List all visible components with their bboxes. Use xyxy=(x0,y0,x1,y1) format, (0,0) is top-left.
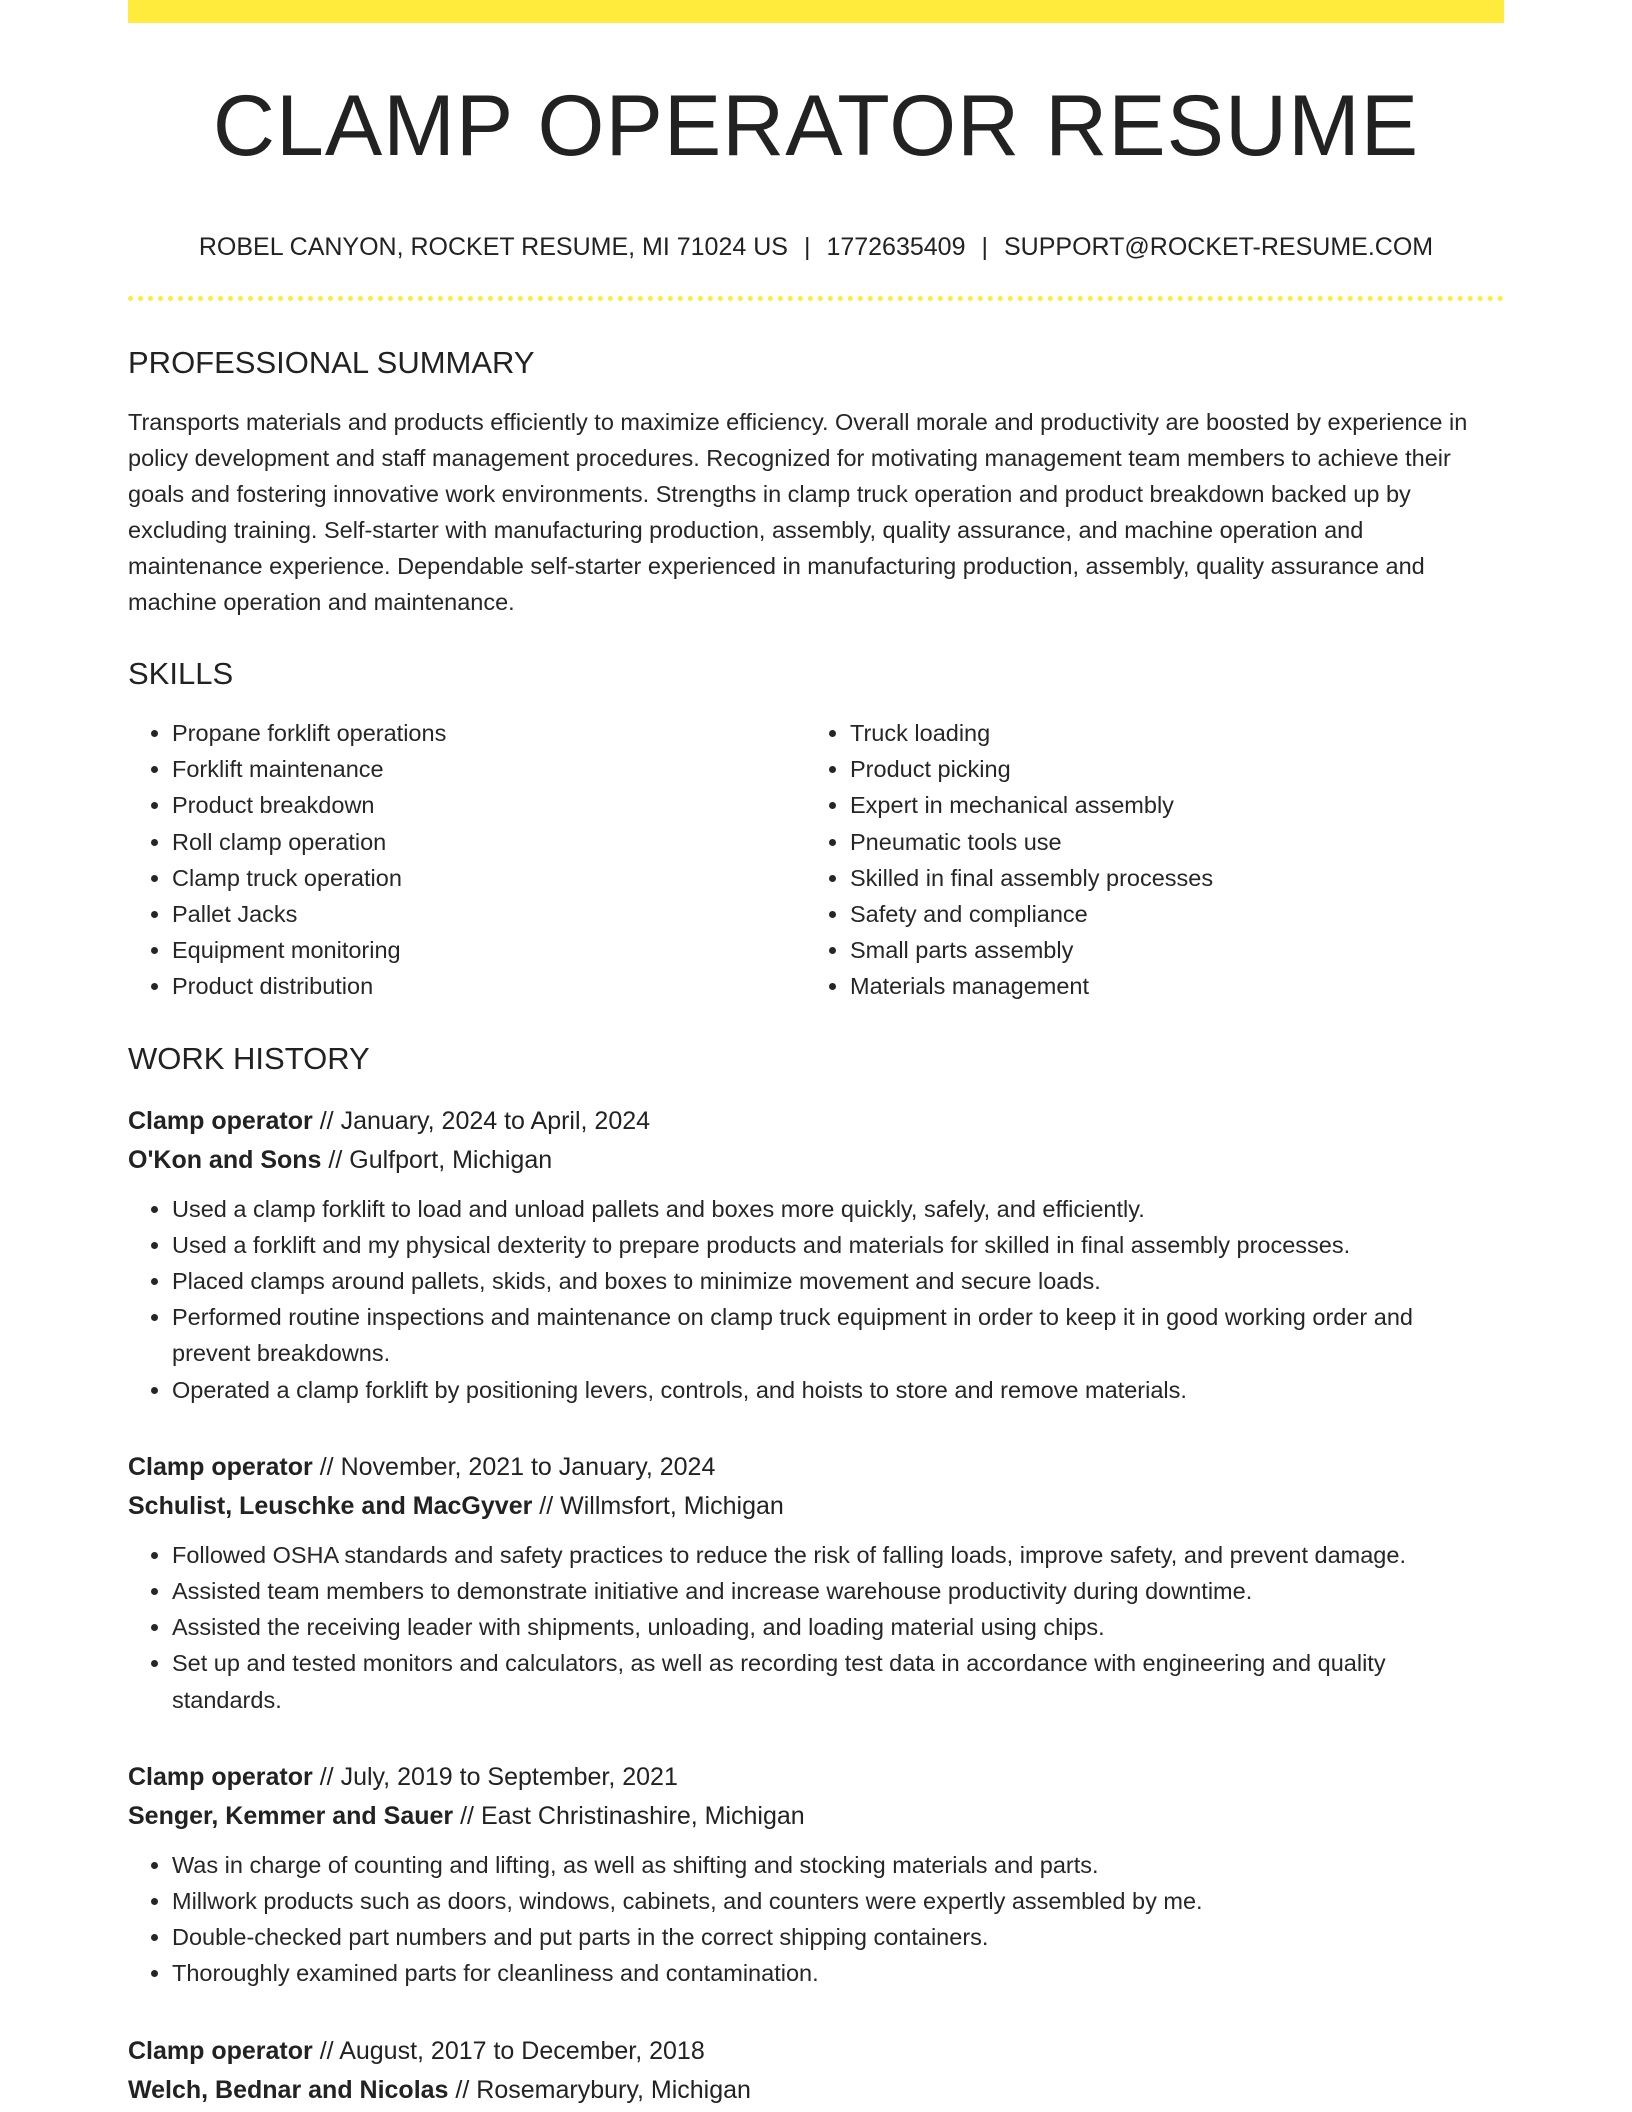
skill-item: • Expert in mechanical assembly xyxy=(850,787,1484,823)
job-bullet: • Assisted team members to demonstrate initiative and increase warehouse productivity during downtime. xyxy=(172,1573,1504,1609)
skill-item: • Product distribution xyxy=(172,968,806,1004)
job-divider: // xyxy=(539,1491,554,1520)
skill-item: • Safety and compliance xyxy=(850,896,1484,932)
job-role-line xyxy=(128,1448,1504,1487)
job-bullet: • Placed clamps around pallets, skids, and boxes to minimize movement and secure loads. xyxy=(172,1263,1504,1299)
job-company: Schulist, Leuschke and MacGyver xyxy=(128,1491,533,1520)
job-bullet: • Double-checked part numbers and put parts in the correct shipping containers. xyxy=(172,1919,1504,1955)
job-bullet: • Operated a clamp forklift by positioning levers, controls, and hoists to store and remove materials. xyxy=(172,1372,1504,1408)
job-role-line xyxy=(128,1758,1504,1797)
job-company: Welch, Bednar and Nicolas xyxy=(128,2075,449,2104)
job-company-line xyxy=(128,1141,1504,1180)
job-bullet: • Was in charge of counting and lifting, as well as shifting and stocking materials and parts. xyxy=(172,1847,1504,1883)
job-location: Gulfport, Michigan xyxy=(349,1145,553,1174)
skill-item: • Pallet Jacks xyxy=(172,896,806,932)
job-location: Rosemarybury, Michigan xyxy=(476,2075,751,2104)
skills-list-left xyxy=(128,715,806,1005)
summary-heading: PROFESSIONAL SUMMARY xyxy=(128,345,535,380)
skill-item: • Small parts assembly xyxy=(850,932,1484,968)
job-bullet: • Thoroughly examined parts for cleanliness and contamination. xyxy=(172,1955,1504,1991)
skills-heading: SKILLS xyxy=(128,656,234,691)
skills-grid xyxy=(128,715,1504,1005)
skill-item: • Equipment monitoring xyxy=(172,932,806,968)
job-dates: January, 2024 to April, 2024 xyxy=(340,1106,651,1135)
job-bullet: • Set up and tested monitors and calculators, as well as recording test data in accordance with engineering and quality standards. xyxy=(172,1645,1504,1717)
skill-item: • Product breakdown xyxy=(172,787,806,823)
job-bullet: • Millwork products such as doors, windows, cabinets, and counters were expertly assembled by me. xyxy=(172,1883,1504,1919)
job-bullet-list xyxy=(128,1847,1504,1992)
job-company-line xyxy=(128,1487,1504,1526)
skills-section xyxy=(128,658,1504,1005)
skill-item: • Propane forklift operations xyxy=(172,715,806,751)
job-divider: // xyxy=(319,1452,334,1481)
job-role-line xyxy=(128,2032,1504,2071)
summary-section xyxy=(128,347,1504,620)
job-bullet: • Assisted the receiving leader with shipments, unloading, and loading material using chips. xyxy=(172,1609,1504,1645)
job-dates: November, 2021 to January, 2024 xyxy=(340,1452,716,1481)
accent-bar xyxy=(128,0,1504,23)
job-company-line xyxy=(128,1797,1504,1836)
resume-title: CLAMP OPERATOR RESUME xyxy=(212,78,1420,174)
job-bullet: • Followed OSHA standards and safety practices to reduce the risk of falling loads, improve safety, and prevent damage. xyxy=(172,1537,1504,1573)
job-role: Clamp operator xyxy=(128,2036,313,2065)
dotted-divider xyxy=(128,296,1504,301)
job-divider: // xyxy=(328,1145,343,1174)
job-divider: // xyxy=(319,1762,334,1791)
contact-separator: | xyxy=(803,233,811,261)
skill-item: • Materials management xyxy=(850,968,1484,1004)
job-bullet: • Performed routine inspections and maintenance on clamp truck equipment in order to keep it in good working order and prevent breakdowns. xyxy=(172,1299,1504,1371)
job-entry xyxy=(128,1758,1504,1992)
job-bullet: • Used a clamp forklift to load and unload pallets and boxes more quickly, safely, and efficiently. xyxy=(172,1191,1504,1227)
job-location: East Christinashire, Michigan xyxy=(480,1801,805,1830)
resume-page xyxy=(128,0,1504,2110)
contact-separator: | xyxy=(981,233,988,261)
work-history-section xyxy=(128,1040,1504,2110)
skill-item: • Skilled in final assembly processes xyxy=(850,860,1484,896)
job-role: Clamp operator xyxy=(128,1762,313,1791)
skill-item: • Roll clamp operation xyxy=(172,824,806,860)
job-entry xyxy=(128,2032,1504,2110)
job-company: Senger, Kemmer and Sauer xyxy=(128,1801,454,1830)
skill-item: • Pneumatic tools use xyxy=(850,824,1484,860)
job-role: Clamp operator xyxy=(128,1106,313,1135)
job-role: Clamp operator xyxy=(128,1452,313,1481)
job-divider: // xyxy=(455,2075,470,2104)
work-history-heading: WORK HISTORY xyxy=(128,1040,370,1076)
job-list xyxy=(128,1102,1504,2110)
job-entry xyxy=(128,1102,1504,1408)
job-entry xyxy=(128,1448,1504,1718)
job-dates: July, 2019 to September, 2021 xyxy=(340,1762,678,1791)
contact-address: ROBEL CANYON, ROCKET RESUME, MI 71024 US xyxy=(198,233,788,261)
job-company: O'Kon and Sons xyxy=(128,1145,322,1174)
job-bullet-list xyxy=(128,1191,1504,1408)
skill-item: • Truck loading xyxy=(850,715,1484,751)
summary-text: Transports materials and products efficiently to maximize efficiency. Overall morale and productivity are boosted by experience in policy development and staff management procedures. Recognized for motivating management team members to achieve their goals and fostering innovative work environments. Strengths in clamp truck operation and product breakdown backed up by excluding training. Self-starter with manufacturing production, assembly, quality assurance, and machine operation and maintenance experience. Dependable self-starter experienced in manufacturing production, assembly, quality assurance and machine operation and maintenance. xyxy=(128,409,1468,615)
skill-item: • Product picking xyxy=(850,751,1484,787)
skills-list-right xyxy=(806,715,1484,1005)
job-divider: // xyxy=(460,1801,474,1830)
job-divider: // xyxy=(319,1106,334,1135)
job-location: Willmsfort, Michigan xyxy=(560,1491,784,1520)
contact-phone: 1772635409 xyxy=(826,233,966,261)
job-bullet-list xyxy=(128,1537,1504,1718)
job-divider: // xyxy=(319,2036,334,2065)
job-bullet: • Used a forklift and my physical dexterity to prepare products and materials for skilled in final assembly processes. xyxy=(172,1227,1504,1263)
skill-item: • Clamp truck operation xyxy=(172,860,806,896)
contact-line xyxy=(128,235,1504,260)
contact-email: SUPPORT@ROCKET-RESUME.COM xyxy=(1003,233,1434,261)
job-role-line xyxy=(128,1102,1504,1141)
skill-item: • Forklift maintenance xyxy=(172,751,806,787)
job-dates: August, 2017 to December, 2018 xyxy=(339,2036,705,2065)
job-company-line xyxy=(128,2071,1504,2110)
